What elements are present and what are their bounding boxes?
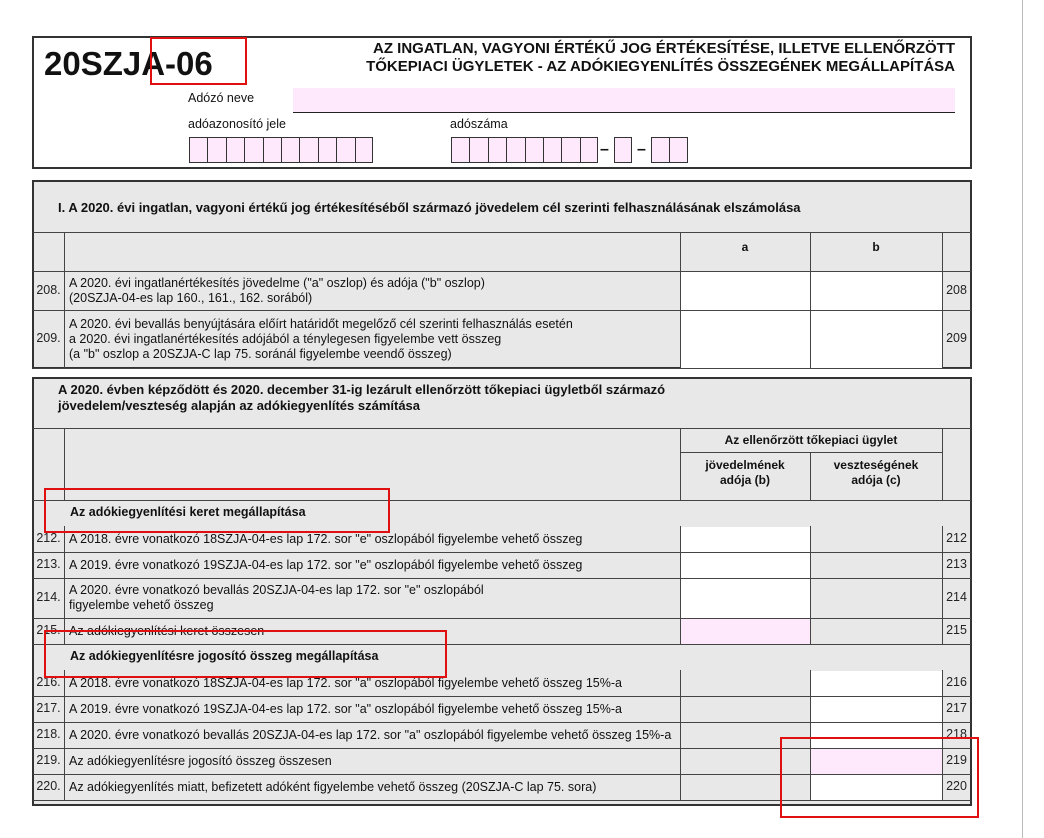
form-title-line1: AZ INGATLAN, VAGYONI ÉRTÉKŰ JOG ÉRTÉKESÍTÉSE, ILLETVE ELLENŐRZÖTT bbox=[373, 40, 955, 57]
total-col-b[interactable] bbox=[681, 619, 810, 644]
divider bbox=[942, 696, 943, 722]
input-col-b[interactable] bbox=[681, 527, 810, 552]
dash-1: – bbox=[600, 141, 609, 158]
divider bbox=[64, 271, 65, 310]
row-number: 209. bbox=[36, 331, 61, 345]
input-col-a[interactable] bbox=[681, 272, 810, 310]
divider bbox=[680, 696, 681, 722]
divider bbox=[942, 310, 943, 368]
taxpayer-name-input[interactable] bbox=[293, 88, 955, 113]
divider bbox=[942, 618, 943, 644]
subheading-jogosito: Az adókiegyenlítésre jogosító összeg megállapítása bbox=[70, 649, 379, 663]
row-description: figyelembe vehető összeg bbox=[69, 598, 214, 612]
row-description: A 2018. évre vonatkozó 18SZJA-04-es lap 172. sor "e" oszlopából figyelembe vehető összeg bbox=[69, 531, 583, 546]
row-number: 219. bbox=[36, 753, 61, 767]
divider bbox=[680, 552, 681, 578]
row-description: A 2020. évi bevallás benyújtására előírt határidőt megelőző cél szerinti felhasználás esetén bbox=[69, 316, 573, 331]
digit-box[interactable] bbox=[244, 137, 262, 163]
section-1-title: I. A 2020. évi ingatlan, vagyoni értékű jog értékesítéséből származó jövedelem cél szerinti felhasználásának elszámolása bbox=[58, 200, 801, 215]
row-code: 220 bbox=[946, 779, 967, 793]
row-description: (a "b" oszlop a 20SZJA-C lap 75. soránál figyelembe veendő összeg) bbox=[69, 346, 452, 361]
row-description: a 2020. évi ingatlanértékesítés adójából a ténylegesen figyelembe vett összeg bbox=[69, 331, 502, 346]
divider bbox=[810, 526, 811, 552]
row-number: 220. bbox=[36, 779, 61, 793]
digit-box[interactable] bbox=[263, 137, 281, 163]
row-number: 213. bbox=[36, 557, 61, 571]
col-b-header-1: jövedelmének bbox=[705, 458, 785, 472]
divider bbox=[680, 271, 681, 310]
page-edge bbox=[1022, 0, 1023, 838]
col-c-header-1: veszteségének bbox=[833, 458, 919, 472]
digit-box[interactable] bbox=[281, 137, 299, 163]
divider bbox=[64, 748, 65, 774]
row-description: A 2020. évi ingatlanértékesítés jövedelme ("a" oszlop) és adója ("b" oszlop) bbox=[69, 275, 485, 290]
row-description: A 2020. évre vonatkozó bevallás 20SZJA-04-es lap 172. sor "e" oszlopából bbox=[69, 583, 484, 597]
row-number: 215. bbox=[36, 623, 61, 637]
tax-id-label: adóazonosító jele bbox=[188, 117, 286, 131]
divider bbox=[64, 552, 65, 578]
digit-box[interactable] bbox=[207, 137, 225, 163]
divider bbox=[810, 670, 811, 696]
divider bbox=[680, 310, 681, 368]
digit-box[interactable] bbox=[299, 137, 317, 163]
divider bbox=[64, 578, 65, 618]
divider bbox=[942, 271, 943, 310]
digit-box[interactable] bbox=[318, 137, 336, 163]
row-code: 217 bbox=[946, 701, 967, 715]
section-2-title-line2: jövedelem/veszteség alapján az adókiegyenlítés számítása bbox=[58, 398, 421, 413]
form-title-line2: TŐKEPIACI ÜGYLETEK - AZ ADÓKIEGYENLÍTÉS ÖSSZEGÉNEK MEGÁLLAPÍTÁSA bbox=[366, 58, 955, 75]
divider bbox=[64, 774, 65, 800]
row-description: A 2019. évre vonatkozó 19SZJA-04-es lap 172. sor "a" oszlopából figyelembe vehető összeg 15%-a bbox=[69, 701, 622, 716]
divider bbox=[64, 722, 65, 748]
divider bbox=[942, 526, 943, 552]
row-number: 217. bbox=[36, 701, 61, 715]
divider bbox=[680, 774, 681, 800]
divider bbox=[810, 271, 811, 310]
tax-number-input-part3[interactable] bbox=[651, 137, 688, 163]
tax-number-input-part2[interactable] bbox=[614, 137, 632, 163]
row-code: 212 bbox=[946, 531, 967, 545]
digit-box[interactable] bbox=[469, 137, 487, 163]
tax-number-input-part1[interactable] bbox=[451, 137, 598, 163]
digit-box[interactable] bbox=[543, 137, 561, 163]
row-number: 216. bbox=[36, 675, 61, 689]
divider bbox=[810, 618, 811, 644]
column-b-header: b bbox=[872, 240, 880, 254]
divider bbox=[680, 722, 681, 748]
digit-box[interactable] bbox=[651, 137, 669, 163]
dash-2: – bbox=[637, 141, 646, 158]
row-number: 212. bbox=[36, 531, 61, 545]
row-number: 214. bbox=[36, 590, 61, 604]
input-col-c[interactable] bbox=[811, 671, 942, 696]
highlight-form-code bbox=[150, 37, 247, 85]
subheading-keret: Az adókiegyenlítési keret megállapítása bbox=[70, 505, 306, 519]
digit-box[interactable] bbox=[189, 137, 207, 163]
digit-box[interactable] bbox=[336, 137, 354, 163]
input-col-b[interactable] bbox=[811, 272, 942, 310]
divider bbox=[942, 578, 943, 618]
digit-box[interactable] bbox=[488, 137, 506, 163]
divider bbox=[680, 670, 681, 696]
digit-box[interactable] bbox=[561, 137, 579, 163]
section-2-title-line1: A 2020. évben képződött és 2020. december 31-ig lezárult ellenőrzött tőkepiaci ügyletből származó bbox=[58, 382, 666, 397]
name-label: Adózó neve bbox=[188, 91, 255, 105]
divider bbox=[680, 526, 681, 552]
row-code: 209 bbox=[946, 331, 967, 345]
row-number: 218. bbox=[36, 727, 61, 741]
input-col-b[interactable] bbox=[811, 311, 942, 368]
divider bbox=[942, 552, 943, 578]
input-col-a[interactable] bbox=[681, 311, 810, 368]
divider bbox=[680, 618, 681, 644]
row-code: 213 bbox=[946, 557, 967, 571]
row-description: A 2019. évre vonatkozó 19SZJA-04-es lap 172. sor "e" oszlopából figyelembe vehető összeg bbox=[69, 557, 583, 572]
tax-id-input[interactable] bbox=[189, 137, 373, 163]
digit-box[interactable] bbox=[614, 137, 632, 163]
form-code: 20SZJA-06 bbox=[44, 45, 213, 82]
row-number: 208. bbox=[36, 282, 61, 297]
row-description: A 2018. évre vonatkozó 18SZJA-04-es lap 172. sor "a" oszlopából figyelembe vehető összeg 15%-a bbox=[69, 675, 622, 690]
column-a-header: a bbox=[741, 240, 749, 254]
divider bbox=[810, 552, 811, 578]
divider bbox=[810, 310, 811, 368]
divider bbox=[680, 578, 681, 618]
highlight-subheading-2 bbox=[44, 630, 447, 678]
input-col-b[interactable] bbox=[681, 553, 810, 578]
col-b-header-2: adója (b) bbox=[720, 473, 770, 487]
highlight-rows-219-220 bbox=[780, 737, 979, 818]
digit-box[interactable] bbox=[525, 137, 543, 163]
row-description: A 2020. évre vonatkozó bevallás 20SZJA-04-es lap 172. sor "a" oszlopából figyelembe vehető összeg 15%-a bbox=[69, 727, 672, 742]
divider bbox=[810, 578, 811, 618]
tax-number-label: adószáma bbox=[450, 117, 508, 131]
col-c-header-2: adója (c) bbox=[851, 473, 901, 487]
row-code: 218 bbox=[946, 727, 967, 741]
divider bbox=[64, 696, 65, 722]
row-code: 219 bbox=[946, 753, 967, 767]
input-col-c[interactable] bbox=[811, 697, 942, 722]
digit-box[interactable] bbox=[451, 137, 469, 163]
row-description: Az adókiegyenlítés miatt, befizetett adóként figyelembe vehető összeg (20SZJA-C lap 75. sora) bbox=[69, 779, 597, 794]
highlight-subheading-1 bbox=[44, 488, 390, 533]
row-description: (20SZJA-04-es lap 160., 161., 162. sorából) bbox=[69, 290, 313, 305]
row-description: Az adókiegyenlítésre jogosító összeg összesen bbox=[69, 753, 332, 768]
digit-box[interactable] bbox=[226, 137, 244, 163]
row-description: Az adókiegyenlítési keret összesen bbox=[69, 623, 265, 638]
digit-box[interactable] bbox=[669, 137, 687, 163]
row-divider bbox=[33, 368, 971, 369]
row-code: 215 bbox=[946, 623, 967, 637]
divider bbox=[64, 310, 65, 368]
row-code: 216 bbox=[946, 675, 967, 689]
divider bbox=[942, 670, 943, 696]
row-code: 208 bbox=[946, 282, 967, 297]
digit-box[interactable] bbox=[580, 137, 598, 163]
divider bbox=[810, 696, 811, 722]
row-code: 214 bbox=[946, 590, 967, 604]
group-header: Az ellenőrzött tőkepiaci ügylet bbox=[724, 433, 898, 447]
digit-box[interactable] bbox=[355, 137, 373, 163]
input-col-b[interactable] bbox=[681, 579, 810, 618]
digit-box[interactable] bbox=[506, 137, 524, 163]
divider bbox=[680, 748, 681, 774]
